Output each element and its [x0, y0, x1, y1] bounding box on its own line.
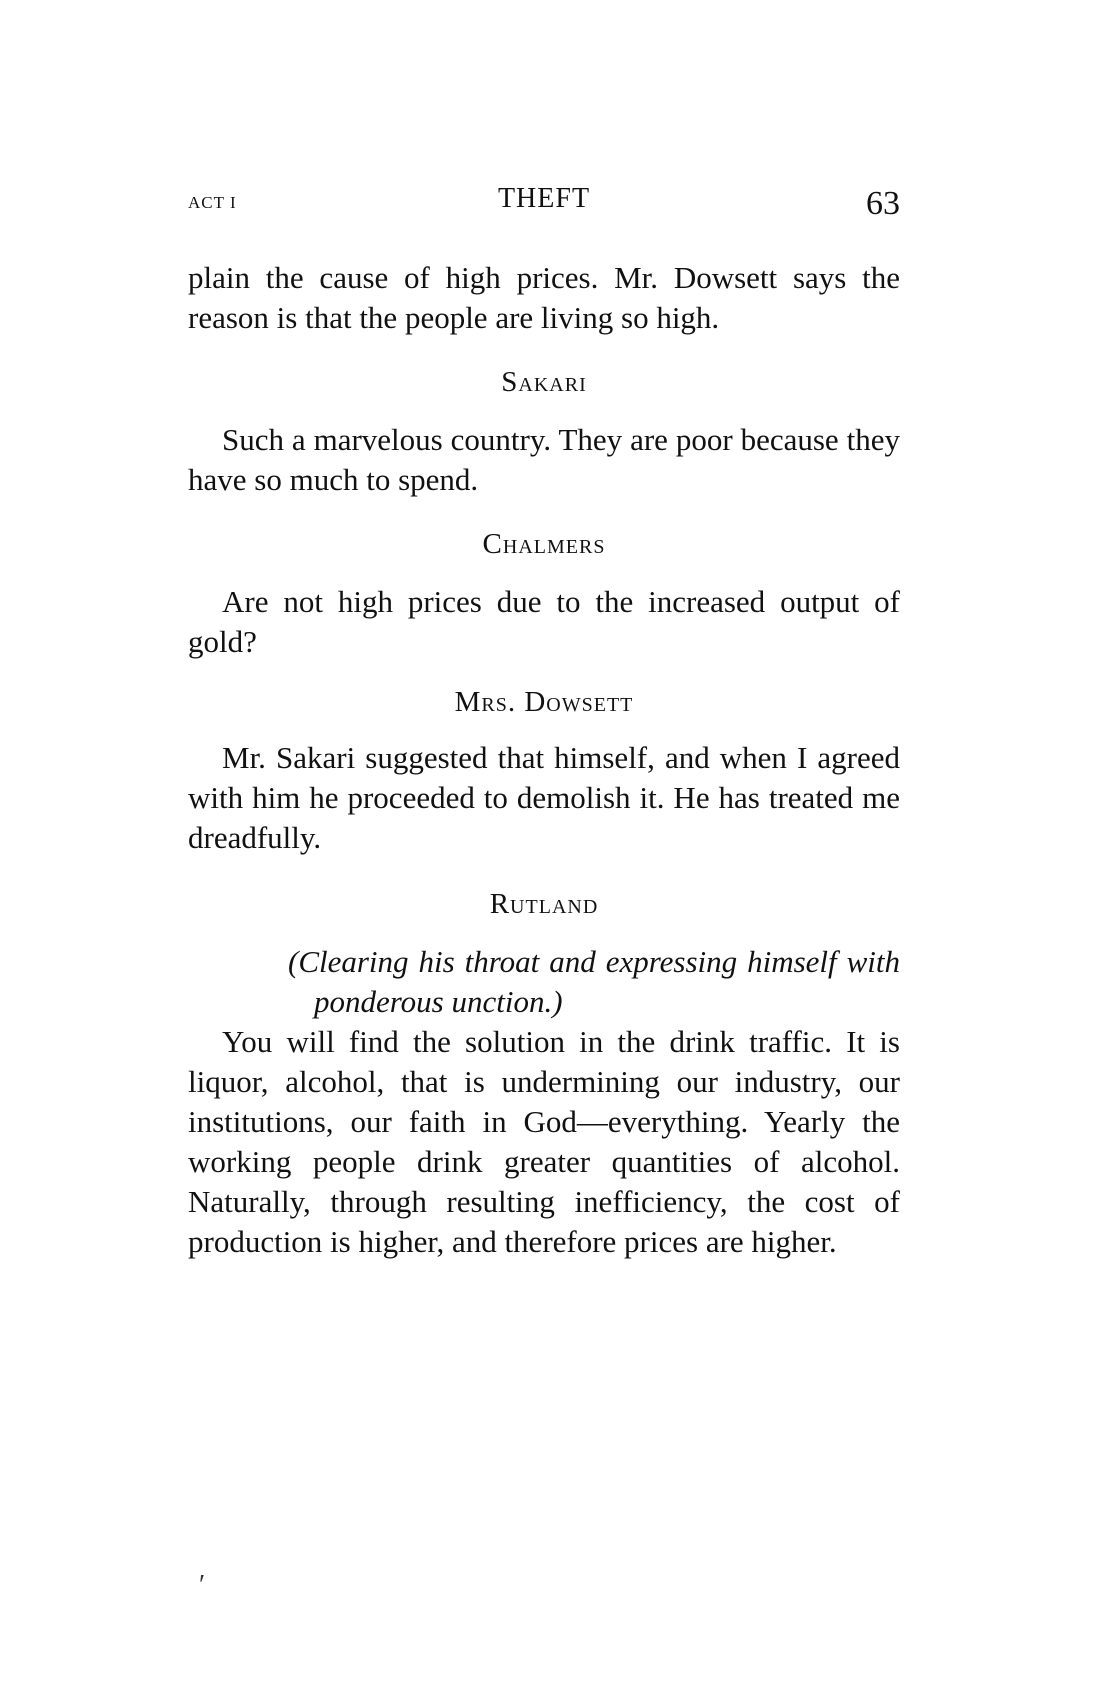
page-body — [188, 258, 900, 1262]
speaker-name-rutland: Rutland — [489, 888, 599, 920]
page-number: 63 — [866, 185, 900, 222]
running-head — [188, 183, 900, 223]
stage-direction-rutland: (Clearing his throat and expressing himself with ponderous unction.) — [288, 944, 900, 1019]
speaker-name-chalmers: Chalmers — [482, 528, 606, 560]
continuation-paragraph: plain the cause of high prices. Mr. Dowsett says the reason is that the people are living so high. — [188, 260, 900, 335]
speaker-name-mrs-dowsett: Mrs. Dowsett — [454, 686, 634, 718]
speech-mrs-dowsett: Mr. Sakari suggested that himself, and when I agreed with him he proceeded to demolish it. He has treated me dreadfully. — [188, 740, 900, 855]
speaker-name-sakari: Sakari — [501, 366, 587, 398]
speech-chalmers: Are not high prices due to the increased output of gold? — [188, 584, 900, 659]
speech-rutland: You will find the solution in the drink traffic. It is liquor, alcohol, that is undermining our industry, our institutions, our faith in God—everything. Yearly the working people drink greater quantities of alcohol. Naturally, through resulting inefficiency, the cost of production is higher, and therefore prices are higher. — [188, 1024, 900, 1259]
act-label: ACT I — [188, 193, 237, 212]
running-title: THEFT — [497, 183, 591, 214]
ink-mark: ′ — [199, 1570, 206, 1601]
speech-sakari: Such a marvelous country. They are poor because they have so much to spend. — [188, 422, 900, 497]
